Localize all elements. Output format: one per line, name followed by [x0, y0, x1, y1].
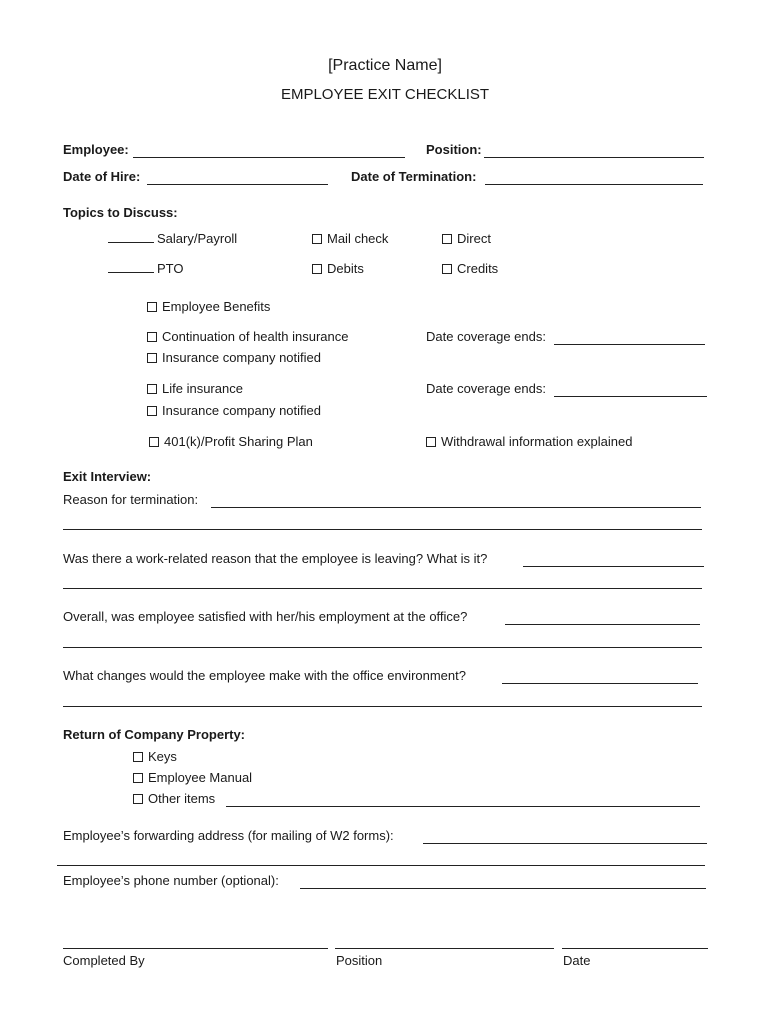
- direct-item: [442, 231, 491, 247]
- insurance-notified-1-label: Insurance company notified: [162, 350, 321, 365]
- property-heading: Return of Company Property:: [63, 727, 246, 742]
- withdrawal-info-label: Withdrawal information explained: [441, 434, 633, 449]
- life-insurance-item: [147, 381, 243, 397]
- debits-checkbox[interactable]: [312, 264, 322, 274]
- insurance-notified-1-checkbox[interactable]: [147, 353, 157, 363]
- insurance-notified-1-item: [147, 350, 321, 366]
- credits-checkbox[interactable]: [442, 264, 452, 274]
- changes-field-line-2[interactable]: [63, 706, 702, 707]
- date-of-termination-label: Date of Termination:: [351, 169, 477, 184]
- insurance-notified-2-checkbox[interactable]: [147, 406, 157, 416]
- other-items-checkbox[interactable]: [133, 794, 143, 804]
- forwarding-address-field-line-2[interactable]: [57, 865, 705, 866]
- keys-label: Keys: [148, 749, 177, 764]
- signature-date-label: Date: [563, 953, 591, 968]
- changes-label: What changes would the employee make with the office environment?: [63, 668, 466, 683]
- employee-benefits-label: Employee Benefits: [162, 299, 271, 314]
- date-coverage-1-label: Date coverage ends:: [426, 329, 546, 344]
- debits-label: Debits: [327, 261, 364, 276]
- plan-401k-label: 401(k)/Profit Sharing Plan: [164, 434, 313, 449]
- salary-blank[interactable]: [108, 231, 154, 243]
- other-items-field[interactable]: [226, 806, 700, 807]
- employee-label: Employee:: [63, 142, 129, 157]
- continuation-health-item: [147, 329, 348, 345]
- credits-item: [442, 261, 498, 277]
- phone-label: Employee’s phone number (optional):: [63, 873, 279, 888]
- insurance-notified-2-label: Insurance company notified: [162, 403, 321, 418]
- date-of-hire-field[interactable]: [147, 184, 328, 185]
- manual-item: [133, 770, 252, 786]
- mail-check-item: [312, 231, 388, 247]
- date-coverage-2-field[interactable]: [554, 396, 707, 397]
- direct-checkbox[interactable]: [442, 234, 452, 244]
- other-items-item: [133, 791, 215, 807]
- keys-checkbox[interactable]: [133, 752, 143, 762]
- mail-check-label: Mail check: [327, 231, 389, 246]
- position-field[interactable]: [484, 157, 704, 158]
- date-of-hire-label: Date of Hire:: [63, 169, 141, 184]
- continuation-health-checkbox[interactable]: [147, 332, 157, 342]
- credits-label: Credits: [457, 261, 499, 276]
- manual-label: Employee Manual: [148, 770, 253, 785]
- date-of-termination-field[interactable]: [485, 184, 703, 185]
- reason-field-line-2[interactable]: [63, 529, 702, 530]
- reason-label: Reason for termination:: [63, 492, 199, 507]
- debits-item: [312, 261, 364, 277]
- withdrawal-info-checkbox[interactable]: [426, 437, 436, 447]
- pto-item: [108, 261, 184, 277]
- plan-401k-item: [149, 434, 313, 450]
- changes-field[interactable]: [502, 683, 698, 684]
- exit-interview-heading: Exit Interview:: [63, 469, 152, 484]
- other-items-label: Other items: [148, 791, 216, 806]
- employee-benefits-item: [147, 299, 270, 315]
- mail-check-checkbox[interactable]: [312, 234, 322, 244]
- insurance-notified-2-item: [147, 403, 321, 419]
- work-related-field-line-2[interactable]: [63, 588, 702, 589]
- work-related-field[interactable]: [523, 566, 704, 567]
- satisfied-field-line-2[interactable]: [63, 647, 702, 648]
- page-title: EMPLOYEE EXIT CHECKLIST: [280, 86, 490, 103]
- life-insurance-label: Life insurance: [162, 381, 243, 396]
- completed-by-label: Completed By: [63, 953, 145, 968]
- employee-field[interactable]: [133, 157, 405, 158]
- reason-field[interactable]: [211, 507, 701, 508]
- signature-position-field[interactable]: [335, 948, 554, 949]
- signature-position-label: Position: [336, 953, 383, 968]
- position-label: Position:: [426, 142, 482, 157]
- date-coverage-2-label: Date coverage ends:: [426, 381, 546, 396]
- pto-label: PTO: [157, 261, 184, 276]
- salary-item: [108, 231, 237, 247]
- topics-heading: Topics to Discuss:: [63, 205, 178, 220]
- phone-field[interactable]: [300, 888, 706, 889]
- work-related-label: Was there a work-related reason that the employee is leaving? What is it?: [63, 551, 488, 566]
- withdrawal-info-item: [426, 434, 632, 450]
- practice-name: [Practice Name]: [328, 57, 442, 74]
- keys-item: [133, 749, 177, 765]
- signature-date-field[interactable]: [562, 948, 708, 949]
- salary-label: Salary/Payroll: [157, 231, 238, 246]
- continuation-health-label: Continuation of health insurance: [162, 329, 349, 344]
- satisfied-field[interactable]: [505, 624, 700, 625]
- pto-blank[interactable]: [108, 261, 154, 273]
- direct-label: Direct: [457, 231, 491, 246]
- manual-checkbox[interactable]: [133, 773, 143, 783]
- date-coverage-1-field[interactable]: [554, 344, 705, 345]
- completed-by-field[interactable]: [63, 948, 328, 949]
- life-insurance-checkbox[interactable]: [147, 384, 157, 394]
- employee-benefits-checkbox[interactable]: [147, 302, 157, 312]
- forwarding-address-label: Employee’s forwarding address (for mailing of W2 forms):: [63, 828, 394, 843]
- satisfied-label: Overall, was employee satisfied with her/his employment at the office?: [63, 609, 468, 624]
- forwarding-address-field[interactable]: [423, 843, 707, 844]
- plan-401k-checkbox[interactable]: [149, 437, 159, 447]
